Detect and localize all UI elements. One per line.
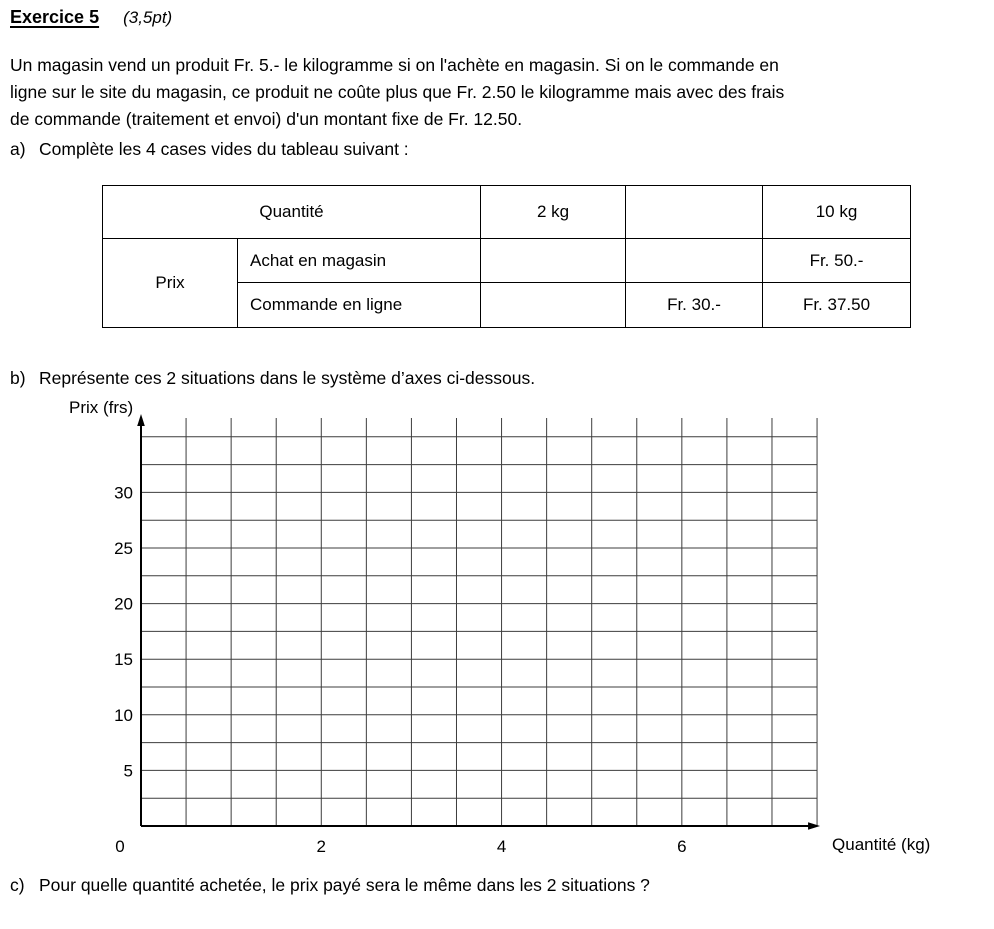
x-tick-label: 2 xyxy=(316,837,327,856)
question-c xyxy=(10,875,650,896)
quantity-value-cell: 10 kg xyxy=(763,186,911,239)
y-tick-label: 15 xyxy=(114,650,133,670)
y-tick-label: 5 xyxy=(123,761,133,781)
price-value-cell: Fr. 30.- xyxy=(626,283,763,328)
quantity-header-cell: Quantité xyxy=(103,186,481,239)
price-value-cell: Fr. 37.50 xyxy=(763,283,911,328)
y-axis-arrow-icon xyxy=(137,414,145,426)
table-row xyxy=(103,239,911,283)
y-tick-label: 25 xyxy=(114,539,133,558)
row-label-cell: Achat en magasin xyxy=(238,239,481,283)
y-tick-label: 30 xyxy=(114,483,133,503)
question-a-text: Complète les 4 cases vides du tableau suivant : xyxy=(39,139,409,159)
x-axis-arrow-icon xyxy=(808,822,820,830)
price-value-cell-empty xyxy=(481,283,626,328)
x-tick-label: 4 xyxy=(496,837,507,856)
y-axis-title: Prix (frs) xyxy=(69,398,134,417)
question-c-text: Pour quelle quantité achetée, le prix payé sera le même dans les 2 situations ? xyxy=(39,875,650,895)
question-b xyxy=(10,368,535,389)
intro-line: Un magasin vend un produit Fr. 5.- le kilogramme si on l'achète en magasin. Si on le commande en xyxy=(10,55,779,75)
x-tick-label: 6 xyxy=(677,837,687,856)
title-row xyxy=(10,7,172,28)
table-row xyxy=(103,186,911,239)
price-value-cell: Fr. 50.- xyxy=(763,239,911,283)
intro-paragraph xyxy=(10,52,784,133)
axes-grid-svg xyxy=(78,402,983,867)
price-value-cell-empty xyxy=(481,239,626,283)
row-label-cell: Commande en ligne xyxy=(238,283,481,328)
question-b-text: Représente ces 2 situations dans le système d’axes ci-dessous. xyxy=(39,368,536,388)
quantity-value-cell-empty xyxy=(626,186,763,239)
question-a-marker: a) xyxy=(10,139,26,159)
exercise-title: Exercice 5 xyxy=(10,7,100,27)
x-axis-title: Quantité (kg) xyxy=(832,835,931,854)
y-tick-label: 10 xyxy=(114,705,133,725)
x-tick-label: 0 xyxy=(115,837,125,856)
y-tick-label: 20 xyxy=(114,594,133,614)
price-value-cell-empty xyxy=(626,239,763,283)
intro-line: de commande (traitement et envoi) d'un montant fixe de Fr. 12.50. xyxy=(10,109,523,129)
question-a xyxy=(10,139,409,160)
quantity-value-cell: 2 kg xyxy=(481,186,626,239)
question-b-marker: b) xyxy=(10,368,26,388)
intro-line: ligne sur le site du magasin, ce produit ne coûte plus que Fr. 2.50 le kilogramme mais avec des frais xyxy=(10,82,785,102)
price-table xyxy=(102,185,911,328)
question-c-marker: c) xyxy=(10,875,25,895)
price-label-cell: Prix xyxy=(103,239,238,328)
points-label: (3,5pt) xyxy=(123,8,173,27)
